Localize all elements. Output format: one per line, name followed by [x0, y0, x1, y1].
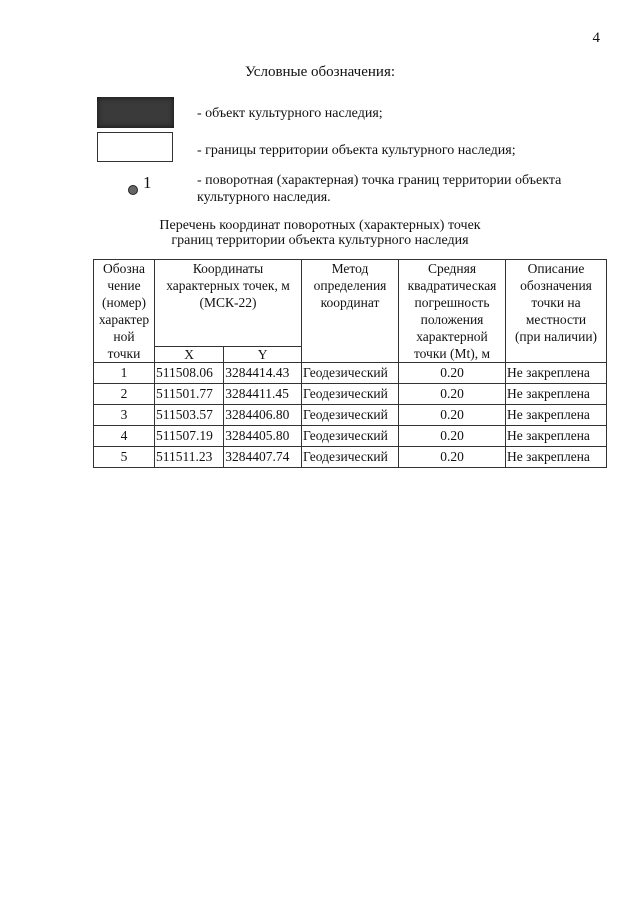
header-line: точки на [531, 295, 581, 310]
table-title [0, 218, 640, 248]
header-description [506, 260, 607, 363]
cell-x: 511501.77 [155, 384, 224, 405]
cell-y: 3284411.45 [224, 384, 302, 405]
legend-item-text: - объект культурного наследия; [197, 106, 383, 121]
cell-method: Геодезический [302, 363, 399, 384]
table-row [94, 384, 607, 405]
cell-y: 3284407.74 [224, 447, 302, 468]
table-row [94, 447, 607, 468]
cell-description: Не закреплена [506, 384, 607, 405]
header-line: погрешность [414, 295, 490, 310]
cultural-heritage-object-symbol [97, 97, 174, 128]
header-line: (при наличии) [514, 329, 598, 344]
header-line: Метод [331, 261, 369, 276]
header-line: (МСК-22) [199, 295, 257, 310]
cell-description: Не закреплена [506, 363, 607, 384]
cell-x: 511511.23 [155, 447, 224, 468]
header-line: Координаты [192, 261, 264, 276]
header-line: местности [525, 312, 587, 327]
cell-method: Геодезический [302, 447, 399, 468]
turning-point-dot-icon [128, 185, 138, 195]
cell-point-number: 2 [94, 384, 155, 405]
header-line: чение [107, 278, 141, 293]
cell-x: 511503.57 [155, 405, 224, 426]
header-line: характер [98, 312, 150, 327]
cell-description: Не закреплена [506, 447, 607, 468]
table-title-line: границ территории объекта культурного наследия [171, 233, 469, 248]
cell-method: Геодезический [302, 426, 399, 447]
header-method [302, 260, 399, 363]
table-row [94, 363, 607, 384]
header-line: обозначения [520, 278, 592, 293]
legend-title: Условные обозначения: [244, 64, 396, 80]
cell-error: 0.20 [399, 363, 506, 384]
header-line: точки (Mt), м [413, 346, 491, 361]
table-header-row [94, 260, 607, 347]
cell-x: 511508.06 [155, 363, 224, 384]
cell-error: 0.20 [399, 447, 506, 468]
cell-method: Геодезический [302, 405, 399, 426]
cell-description: Не закреплена [506, 426, 607, 447]
cell-y: 3284405.80 [224, 426, 302, 447]
cell-error: 0.20 [399, 405, 506, 426]
legend-item-text: - границы территории объекта культурного наследия; [197, 143, 516, 158]
header-line: координат [320, 295, 380, 310]
coordinates-table [93, 259, 607, 468]
cell-x: 511507.19 [155, 426, 224, 447]
table-title-line: Перечень координат поворотных (характерных) точек [159, 218, 481, 233]
header-line: определения [313, 278, 387, 293]
header-line: характерной [416, 329, 488, 344]
header-line: Описание [527, 261, 585, 276]
header-point-number [94, 260, 155, 363]
header-x: X [155, 347, 224, 363]
cell-method: Геодезический [302, 384, 399, 405]
cell-point-number: 4 [94, 426, 155, 447]
header-y: Y [224, 347, 302, 363]
header-line: квадратическая [407, 278, 497, 293]
header-coordinates [155, 260, 302, 347]
turning-point-label: 1 [143, 173, 152, 192]
cell-error: 0.20 [399, 384, 506, 405]
header-line: точки [107, 346, 141, 361]
header-line: положения [420, 312, 484, 327]
header-line: Средняя [427, 261, 477, 276]
table-row [94, 405, 607, 426]
cell-point-number: 3 [94, 405, 155, 426]
header-line: характерных точек, м [166, 278, 290, 293]
page-number: 4 [592, 30, 600, 46]
header-line: Обозна [103, 261, 145, 276]
header-error [399, 260, 506, 363]
cell-y: 3284414.43 [224, 363, 302, 384]
table-row [94, 426, 607, 447]
cell-point-number: 5 [94, 447, 155, 468]
cell-description: Не закреплена [506, 405, 607, 426]
cell-point-number: 1 [94, 363, 155, 384]
territory-boundary-symbol [97, 132, 173, 162]
cell-y: 3284406.80 [224, 405, 302, 426]
header-line: ной [113, 329, 135, 344]
cell-error: 0.20 [399, 426, 506, 447]
header-line: (номер) [102, 295, 146, 310]
legend-item-text: - поворотная (характерная) точка границ территории объекта культурного наследия. [197, 173, 562, 205]
